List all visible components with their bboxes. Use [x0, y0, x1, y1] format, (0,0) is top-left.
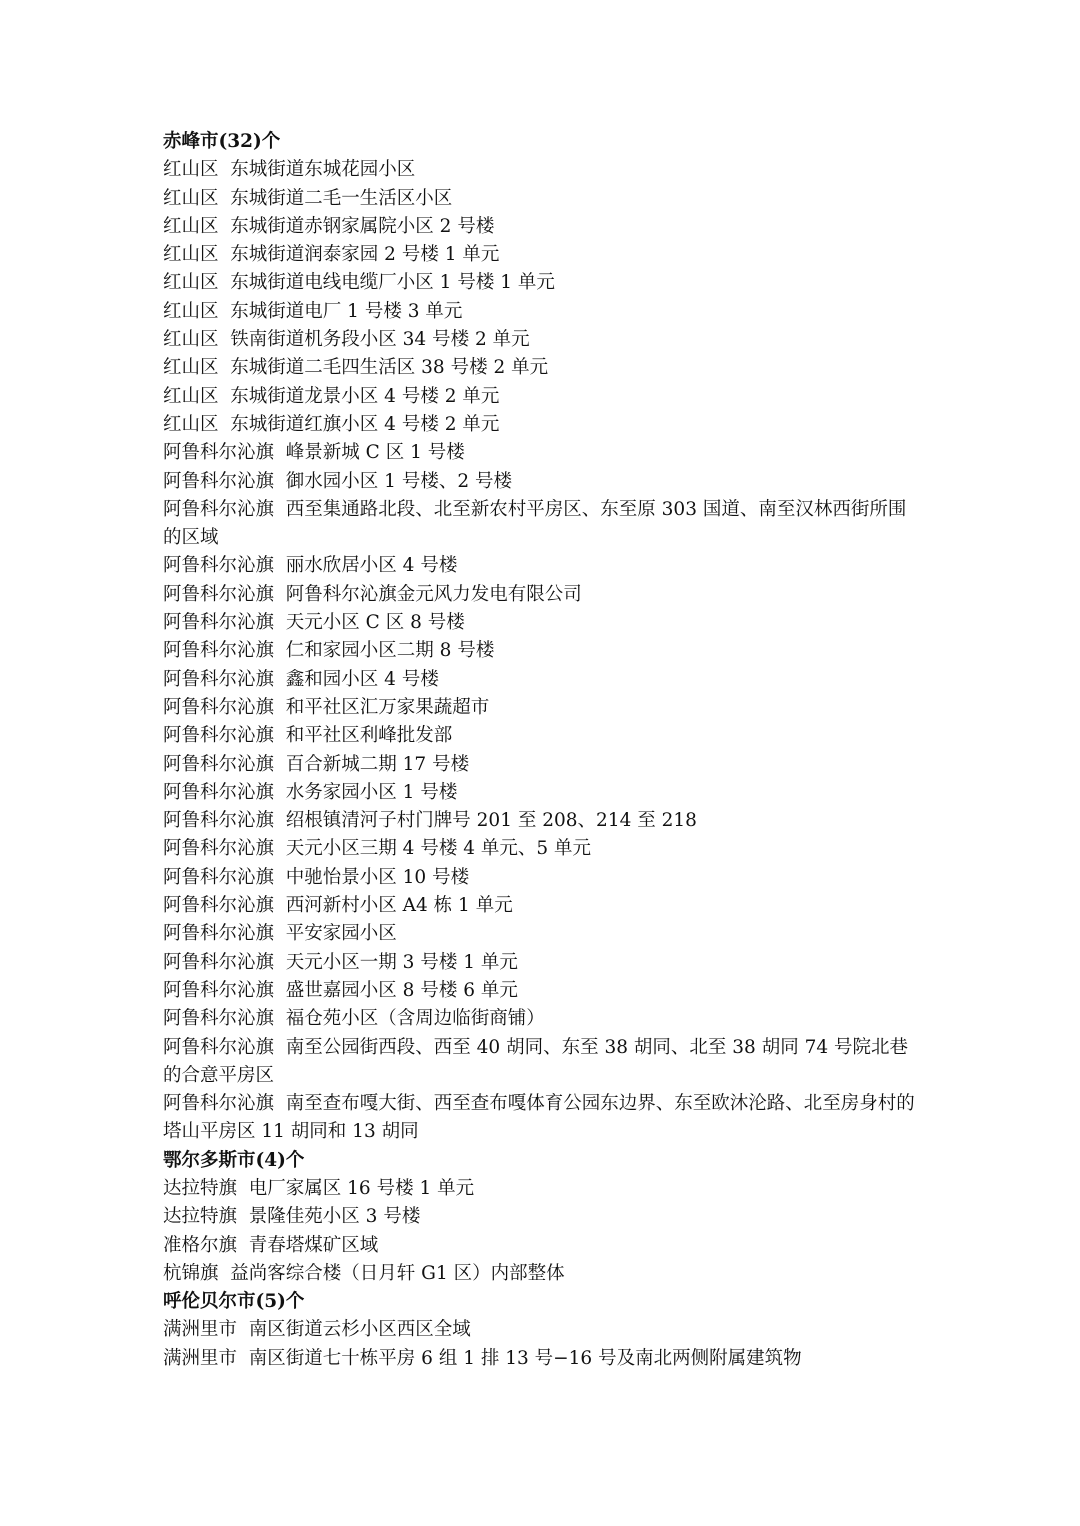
list-item [163, 609, 923, 637]
region-name: 达拉特旗 [163, 1177, 238, 1199]
list-item [163, 1260, 923, 1288]
region-name: 阿鲁科尔沁旗 [163, 725, 275, 747]
document-page [163, 128, 923, 1373]
address-text: 天元小区一期 3 号楼 1 单元 [285, 951, 518, 973]
list-item [163, 439, 923, 467]
list-item [163, 298, 923, 326]
list-item [163, 694, 923, 722]
region-name: 阿鲁科尔沁旗 [163, 810, 275, 832]
address-text: 天元小区三期 4 号楼 4 单元、5 单元 [285, 838, 591, 860]
list-item [163, 354, 923, 382]
region-name: 阿鲁科尔沁旗 [163, 923, 275, 945]
region-name: 阿鲁科尔沁旗 [163, 866, 275, 888]
region-name: 阿鲁科尔沁旗 [163, 1036, 275, 1058]
list-item [163, 949, 923, 977]
region-name: 阿鲁科尔沁旗 [163, 498, 275, 520]
region-name: 阿鲁科尔沁旗 [163, 1093, 275, 1115]
list-item [163, 666, 923, 694]
region-name: 红山区 [163, 329, 219, 351]
address-text: 东城街道红旗小区 4 号楼 2 单元 [230, 413, 500, 435]
list-item [163, 1034, 923, 1091]
address-text: 中驰怡景小区 10 号楼 [285, 866, 470, 888]
region-name: 红山区 [163, 413, 219, 435]
list-item [163, 1232, 923, 1260]
address-text: 御水园小区 1 号楼、2 号楼 [285, 470, 512, 492]
region-name: 达拉特旗 [163, 1206, 238, 1228]
region-name: 红山区 [163, 215, 219, 237]
address-text: 百合新城二期 17 号楼 [285, 753, 470, 775]
list-item [163, 1203, 923, 1231]
address-text: 福仓苑小区（含周边临街商铺） [285, 1008, 545, 1030]
list-item [163, 1345, 923, 1373]
address-text: 南区街道云杉小区西区全域 [248, 1319, 471, 1341]
region-name: 阿鲁科尔沁旗 [163, 470, 275, 492]
address-text: 电厂家属区 16 号楼 1 单元 [248, 1177, 475, 1199]
region-name: 红山区 [163, 385, 219, 407]
address-text: 绍根镇清河子村门牌号 201 至 208、214 至 218 [285, 810, 697, 832]
address-text: 东城街道二毛四生活区 38 号楼 2 单元 [230, 357, 549, 379]
region-name: 准格尔旗 [163, 1234, 238, 1256]
region-name: 红山区 [163, 300, 219, 322]
list-item [163, 552, 923, 580]
section-title: 呼伦贝尔市(5)个 [163, 1291, 305, 1313]
list-item [163, 722, 923, 750]
list-item [163, 185, 923, 213]
region-name: 红山区 [163, 244, 219, 266]
address-text: 水务家园小区 1 号楼 [285, 781, 458, 803]
address-text: 东城街道润泰家园 2 号楼 1 单元 [230, 244, 500, 266]
list-item [163, 751, 923, 779]
address-text: 南至查布嘎大街、西至查布嘎体育公园东边界、东至欧沐沦路、北至房身村的塔山平房区 11 胡同和 13 胡同 [163, 1093, 915, 1143]
region-name: 阿鲁科尔沁旗 [163, 753, 275, 775]
address-text: 峰景新城 C 区 1 号楼 [285, 442, 465, 464]
address-text: 铁南街道机务段小区 34 号楼 2 单元 [230, 329, 530, 351]
region-name: 红山区 [163, 357, 219, 379]
list-item [163, 411, 923, 439]
region-name: 阿鲁科尔沁旗 [163, 612, 275, 634]
region-name: 阿鲁科尔沁旗 [163, 951, 275, 973]
section-title: 赤峰市(32)个 [163, 131, 281, 152]
address-text: 西至集通路北段、北至新农村平房区、东至原 303 国道、南至汉林西街所围的区域 [163, 498, 907, 549]
address-text: 平安家园小区 [285, 923, 397, 945]
list-item [163, 977, 923, 1005]
address-text: 东城街道电线电缆厂小区 1 号楼 1 单元 [230, 272, 555, 294]
address-text: 仁和家园小区二期 8 号楼 [285, 640, 495, 662]
list-item [163, 156, 923, 184]
list-item [163, 835, 923, 863]
address-text: 东城街道东城花园小区 [230, 159, 416, 181]
address-text: 益尚客综合楼（日月轩 G1 区）内部整体 [230, 1262, 565, 1284]
address-text: 天元小区 C 区 8 号楼 [285, 612, 465, 634]
address-text: 南区街道七十栋平房 6 组 1 排 13 号−16 号及南北两侧附属建筑物 [248, 1347, 802, 1369]
list-item [163, 1005, 923, 1033]
list-item [163, 920, 923, 948]
region-name: 阿鲁科尔沁旗 [163, 668, 275, 690]
list-item [163, 581, 923, 609]
address-text: 鑫和园小区 4 号楼 [285, 668, 439, 690]
address-text: 阿鲁科尔沁旗金元风力发电有限公司 [285, 583, 582, 605]
region-name: 红山区 [163, 159, 219, 181]
list-item [163, 1175, 923, 1203]
region-name: 阿鲁科尔沁旗 [163, 1008, 275, 1030]
address-text: 景隆佳苑小区 3 号楼 [248, 1206, 421, 1228]
region-name: 阿鲁科尔沁旗 [163, 696, 275, 718]
address-text: 丽水欣居小区 4 号楼 [285, 555, 458, 577]
list-item [163, 326, 923, 354]
list-item [163, 637, 923, 665]
list-item [163, 468, 923, 496]
region-name: 杭锦旗 [163, 1262, 219, 1284]
list-item [163, 241, 923, 269]
list-item [163, 213, 923, 241]
address-text: 西河新村小区 A4 栋 1 单元 [285, 895, 513, 917]
list-item [163, 864, 923, 892]
region-name: 阿鲁科尔沁旗 [163, 979, 275, 1001]
list-item [163, 269, 923, 297]
region-name: 阿鲁科尔沁旗 [163, 838, 275, 860]
address-text: 东城街道龙景小区 4 号楼 2 单元 [230, 385, 500, 407]
region-name: 阿鲁科尔沁旗 [163, 781, 275, 803]
address-text: 青春塔煤矿区域 [248, 1234, 379, 1256]
address-text: 和平社区利峰批发部 [285, 725, 453, 747]
address-text: 和平社区汇万家果蔬超市 [285, 696, 490, 718]
list-item [163, 779, 923, 807]
list-item [163, 807, 923, 835]
address-text: 盛世嘉园小区 8 号楼 6 单元 [285, 979, 518, 1001]
address-text: 东城街道电厂 1 号楼 3 单元 [230, 300, 463, 322]
address-text: 南至公园街西段、西至 40 胡同、东至 38 胡同、北至 38 胡同 74 号院北巷的合意平房区 [163, 1036, 908, 1086]
address-text: 东城街道二毛一生活区小区 [230, 187, 453, 209]
list-item [163, 383, 923, 411]
region-name: 阿鲁科尔沁旗 [163, 555, 275, 577]
list-item [163, 892, 923, 920]
address-text: 东城街道赤钢家属院小区 2 号楼 [230, 215, 495, 237]
region-name: 阿鲁科尔沁旗 [163, 895, 275, 917]
region-name: 满洲里市 [163, 1347, 238, 1369]
region-name: 阿鲁科尔沁旗 [163, 442, 275, 464]
list-item [163, 496, 923, 553]
region-name: 红山区 [163, 272, 219, 294]
list-item [163, 1090, 923, 1147]
region-name: 阿鲁科尔沁旗 [163, 640, 275, 662]
list-item [163, 1316, 923, 1344]
region-name: 阿鲁科尔沁旗 [163, 583, 275, 605]
section-title: 鄂尔多斯市(4)个 [163, 1149, 305, 1171]
region-name: 红山区 [163, 187, 219, 209]
region-name: 满洲里市 [163, 1319, 238, 1341]
